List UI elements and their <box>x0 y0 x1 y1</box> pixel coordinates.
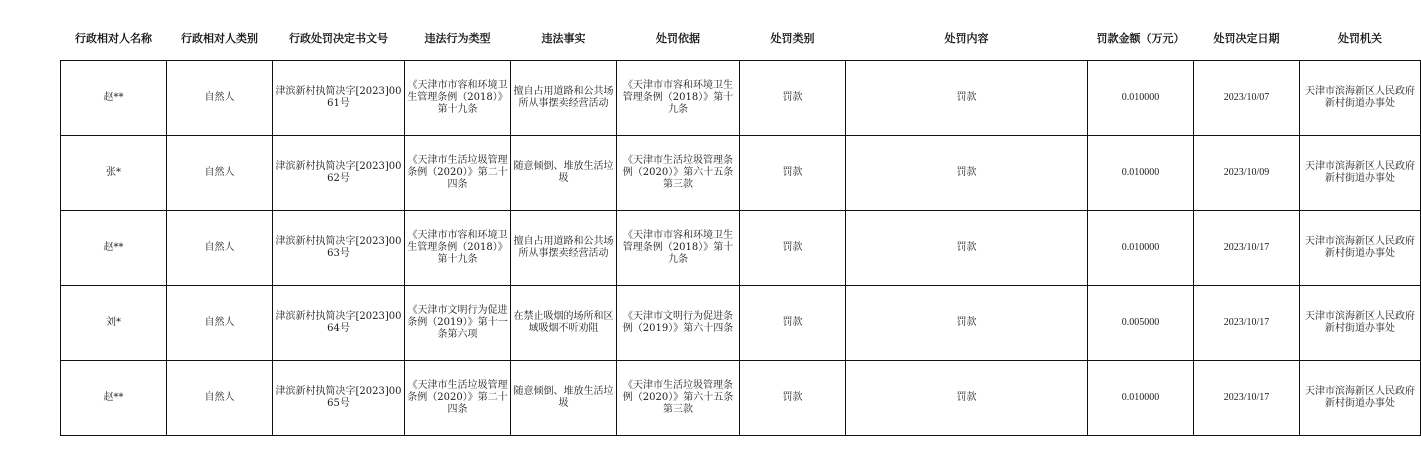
cell-name: 刘* <box>61 286 167 361</box>
cell-doc-no: 津滨新村执简决字[2023]0065号 <box>273 361 405 436</box>
header-row <box>61 20 1421 56</box>
cell-facts: 随意倾倒、堆放生活垃圾 <box>511 136 617 211</box>
table-row <box>61 61 1421 136</box>
header-penalty-content: 处罚内容 <box>944 32 989 45</box>
cell-date: 2023/10/17 <box>1194 361 1300 436</box>
cell-penalty-type: 罚款 <box>740 286 846 361</box>
table-body <box>61 61 1421 436</box>
cell-authority: 天津市滨海新区人民政府新村街道办事处 <box>1300 61 1421 136</box>
cell-name: 赵** <box>61 361 167 436</box>
cell-amount: 0.010000 <box>1088 361 1194 436</box>
cell-penalty-content: 罚款 <box>846 61 1088 136</box>
cell-violation-type: 《天津市市容和环境卫生管理条例（2018）》第十九条 <box>405 211 511 286</box>
cell-doc-no: 津滨新村执简决字[2023]0064号 <box>273 286 405 361</box>
cell-amount: 0.005000 <box>1088 286 1194 361</box>
cell-doc-no: 津滨新村执简决字[2023]0061号 <box>273 61 405 136</box>
cell-violation-type: 《天津市生活垃圾管理条例（2020）》第二十四条 <box>405 136 511 211</box>
header-doc-no: 行政处罚决定书文号 <box>289 32 388 45</box>
cell-penalty-content: 罚款 <box>846 361 1088 436</box>
header-date: 处罚决定日期 <box>1213 32 1280 45</box>
cell-amount: 0.010000 <box>1088 61 1194 136</box>
cell-violation-type: 《天津市生活垃圾管理条例（2020）》第二十四条 <box>405 361 511 436</box>
cell-violation-type: 《天津市市容和环境卫生管理条例（2018）》第十九条 <box>405 61 511 136</box>
cell-penalty-type: 罚款 <box>740 136 846 211</box>
cell-facts: 随意倾倒、堆放生活垃圾 <box>511 361 617 436</box>
cell-facts: 擅自占用道路和公共场所从事摆卖经营活动 <box>511 211 617 286</box>
header-category: 行政相对人类别 <box>181 32 258 45</box>
cell-amount: 0.010000 <box>1088 136 1194 211</box>
cell-basis: 《天津市生活垃圾管理条例（2020）》第六十五条第三款 <box>617 136 740 211</box>
cell-penalty-content: 罚款 <box>846 136 1088 211</box>
cell-category: 自然人 <box>167 361 273 436</box>
cell-penalty-type: 罚款 <box>740 211 846 286</box>
cell-date: 2023/10/17 <box>1194 211 1300 286</box>
cell-authority: 天津市滨海新区人民政府新村街道办事处 <box>1300 211 1421 286</box>
table-row <box>61 136 1421 211</box>
header-violation-type: 违法行为类型 <box>424 32 491 45</box>
table-row <box>61 361 1421 436</box>
cell-amount: 0.010000 <box>1088 211 1194 286</box>
penalty-disclosure-page <box>60 20 1415 436</box>
penalty-table <box>60 20 1421 436</box>
cell-penalty-type: 罚款 <box>740 61 846 136</box>
cell-name: 张* <box>61 136 167 211</box>
header-penalty-type: 处罚类别 <box>770 32 815 45</box>
cell-basis: 《天津市文明行为促进条例（2019）》第六十四条 <box>617 286 740 361</box>
header-amount: 罚款金额（万元） <box>1096 32 1185 45</box>
cell-authority: 天津市滨海新区人民政府新村街道办事处 <box>1300 136 1421 211</box>
cell-penalty-type: 罚款 <box>740 361 846 436</box>
cell-name: 赵** <box>61 211 167 286</box>
cell-date: 2023/10/09 <box>1194 136 1300 211</box>
cell-date: 2023/10/17 <box>1194 286 1300 361</box>
cell-date: 2023/10/07 <box>1194 61 1300 136</box>
cell-violation-type: 《天津市文明行为促进条例（2019）》第十一条第六项 <box>405 286 511 361</box>
header-authority: 处罚机关 <box>1338 32 1382 45</box>
cell-basis: 《天津市市容和环境卫生管理条例（2018）》第十九条 <box>617 211 740 286</box>
cell-basis: 《天津市生活垃圾管理条例（2020）》第六十五条第三款 <box>617 361 740 436</box>
header-name: 行政相对人名称 <box>75 32 152 45</box>
cell-name: 赵** <box>61 61 167 136</box>
cell-authority: 天津市滨海新区人民政府新村街道办事处 <box>1300 361 1421 436</box>
cell-category: 自然人 <box>167 211 273 286</box>
cell-doc-no: 津滨新村执简决字[2023]0062号 <box>273 136 405 211</box>
cell-penalty-content: 罚款 <box>846 211 1088 286</box>
table-row <box>61 286 1421 361</box>
cell-doc-no: 津滨新村执简决字[2023]0063号 <box>273 211 405 286</box>
table-row <box>61 211 1421 286</box>
header-facts: 违法事实 <box>541 32 586 45</box>
cell-category: 自然人 <box>167 136 273 211</box>
cell-category: 自然人 <box>167 286 273 361</box>
cell-penalty-content: 罚款 <box>846 286 1088 361</box>
cell-facts: 擅自占用道路和公共场所从事摆卖经营活动 <box>511 61 617 136</box>
header-basis: 处罚依据 <box>656 32 700 45</box>
cell-facts: 在禁止吸烟的场所和区域吸烟不听劝阻 <box>511 286 617 361</box>
cell-category: 自然人 <box>167 61 273 136</box>
table-header <box>61 20 1421 56</box>
cell-authority: 天津市滨海新区人民政府新村街道办事处 <box>1300 286 1421 361</box>
cell-basis: 《天津市市容和环境卫生管理条例（2018）》第十九条 <box>617 61 740 136</box>
